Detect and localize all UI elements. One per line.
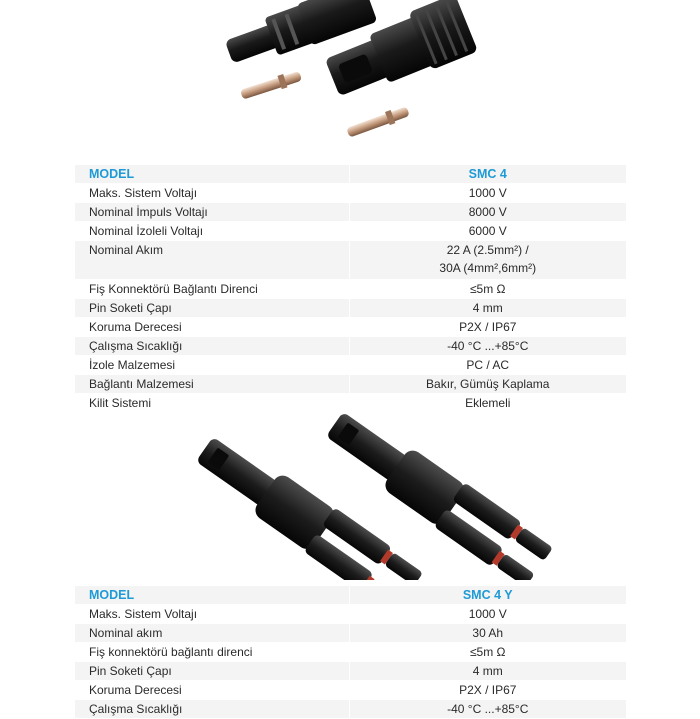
row-value (349, 241, 626, 280)
mc4-connector-pair-photo (0, 0, 700, 160)
table-row (75, 222, 626, 241)
row-value: 6000 V (349, 222, 626, 241)
row-value: 1000 V (349, 184, 626, 203)
table-row (75, 662, 626, 681)
table-row (75, 299, 626, 318)
table-row (75, 318, 626, 337)
table-row (75, 681, 626, 700)
row-value: P2X / IP67 (349, 318, 626, 337)
smc4-spec-table (75, 165, 626, 413)
row-value: P2X / IP67 (349, 681, 626, 700)
table-row (75, 337, 626, 356)
mc4-y-branch-connector-photo (0, 400, 700, 580)
row-value: 1000 V (349, 605, 626, 624)
row-value: -40 °C ...+85°C (349, 700, 626, 719)
smc4y-spec-table (75, 586, 626, 719)
row-label: İzole Malzemesi (75, 356, 349, 375)
row-label: Nominal Akım (75, 241, 349, 280)
row-value: ≤5m Ω (349, 643, 626, 662)
table-header-row (75, 165, 626, 184)
table-row (75, 184, 626, 203)
row-label: Kilit Sistemi (75, 394, 349, 413)
row-value: Bakır, Gümüş Kaplama (349, 375, 626, 394)
table-row (75, 241, 626, 280)
row-label: Nominal akım (75, 624, 349, 643)
row-value: Eklemeli (349, 394, 626, 413)
row-label: Koruma Derecesi (75, 681, 349, 700)
table-row (75, 280, 626, 299)
model-value: SMC 4 Y (349, 586, 626, 605)
row-value-line1: 22 A (2.5mm²) / (446, 243, 529, 257)
model-label: MODEL (75, 586, 349, 605)
row-value-line2: 30A (4mm²,6mm²) (439, 261, 537, 275)
table-row (75, 605, 626, 624)
row-label: Maks. Sistem Voltajı (75, 184, 349, 203)
row-value: 4 mm (349, 299, 626, 318)
row-value: -40 °C ...+85°C (349, 337, 626, 356)
model-label: MODEL (75, 165, 349, 184)
row-value: 30 Ah (349, 624, 626, 643)
row-label: Nominal İmpuls Voltajı (75, 203, 349, 222)
table-row (75, 375, 626, 394)
table-row (75, 700, 626, 719)
row-value: PC / AC (349, 356, 626, 375)
table-header-row (75, 586, 626, 605)
row-label: Nominal İzoleli Voltajı (75, 222, 349, 241)
row-label: Fiş Konnektörü Bağlantı Direnci (75, 280, 349, 299)
model-value: SMC 4 (349, 165, 626, 184)
row-label: Koruma Derecesi (75, 318, 349, 337)
table-row (75, 643, 626, 662)
row-label: Pin Soketi Çapı (75, 299, 349, 318)
row-label: Fiş konnektörü bağlantı direnci (75, 643, 349, 662)
table-row (75, 624, 626, 643)
row-value: 4 mm (349, 662, 626, 681)
table-row (75, 356, 626, 375)
row-label: Maks. Sistem Voltajı (75, 605, 349, 624)
row-label: Çalışma Sıcaklığı (75, 700, 349, 719)
table-row (75, 203, 626, 222)
row-label: Çalışma Sıcaklığı (75, 337, 349, 356)
row-value: ≤5m Ω (349, 280, 626, 299)
row-label: Bağlantı Malzemesi (75, 375, 349, 394)
row-label: Pin Soketi Çapı (75, 662, 349, 681)
row-value: 8000 V (349, 203, 626, 222)
